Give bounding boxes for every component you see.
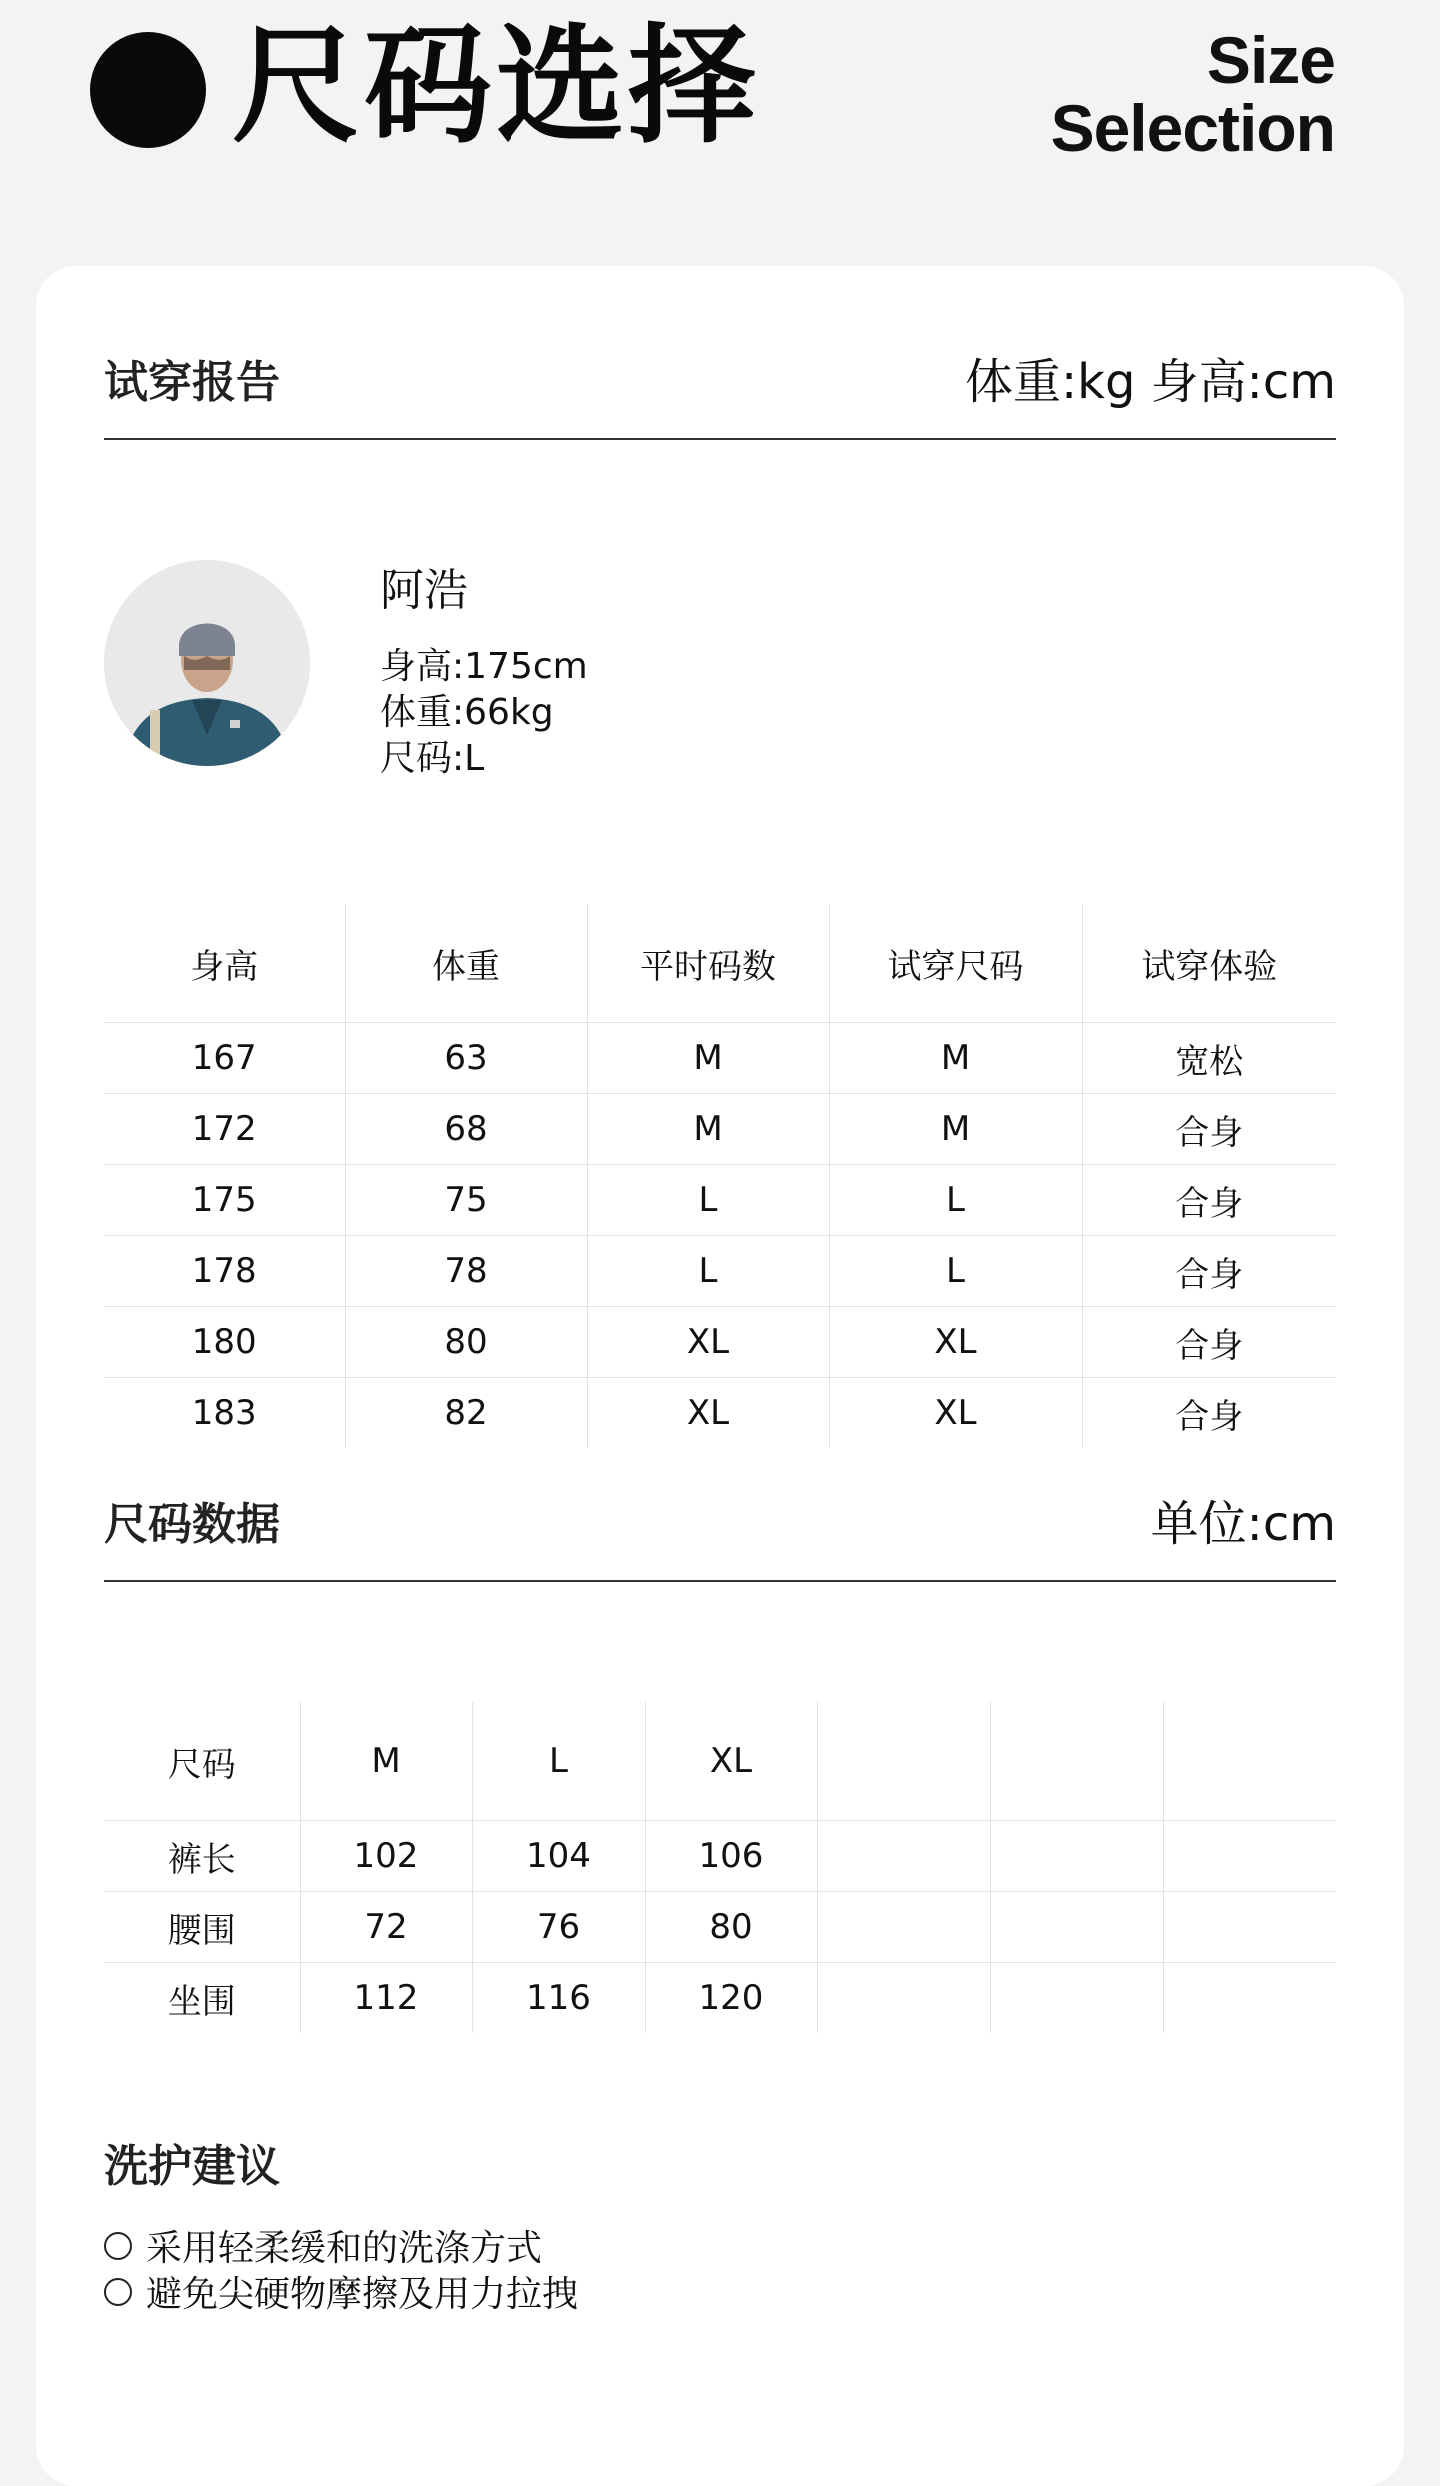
model-height: 身高:175cm [380,646,588,687]
table-row [104,1165,1336,1236]
size-data-title: 尺码数据 [104,1499,280,1550]
size-data-header [104,1496,1336,1582]
cell-height: 172 [104,1094,345,1165]
black-dot-icon [90,32,206,148]
table-row [104,1236,1336,1307]
cell-weight: 78 [345,1236,587,1307]
col-header-tried-size: 试穿尺码 [829,904,1082,1023]
cell-tried-size: L [829,1165,1082,1236]
size-data-table [104,1702,1336,2033]
col-header-m: M [300,1702,472,1821]
table-header-row [104,1702,1336,1821]
table-header-row [104,904,1336,1023]
cell-usual-size: L [587,1236,829,1307]
care-item-text: 采用轻柔缓和的洗涤方式 [146,2228,543,2269]
cell-height: 175 [104,1165,345,1236]
cell-fit-feel: 合身 [1082,1165,1336,1236]
cell-empty [817,1892,990,1963]
cell-empty [817,1821,990,1892]
cell-m: 72 [300,1892,472,1963]
cell-weight: 75 [345,1165,587,1236]
col-header-height: 身高 [190,946,259,987]
cell-weight: 63 [345,1023,587,1094]
cell-empty [1163,1892,1336,1963]
page-title-cn: 尺码选择 [232,12,761,161]
cell-empty [990,1821,1163,1892]
table-row [104,1378,1336,1449]
cell-height: 178 [104,1236,345,1307]
cell-tried-size: XL [829,1378,1082,1449]
fit-report-header [104,354,1336,440]
cell-height: 167 [104,1023,345,1094]
col-header-weight: 体重 [345,904,587,1023]
col-header-l: L [472,1702,645,1821]
table-row [104,1023,1336,1094]
cell-fit-feel: 合身 [1082,1307,1336,1378]
cell-m: 112 [300,1963,472,2034]
care-item-text: 避免尖硬物摩擦及用力拉拽 [146,2274,579,2315]
cell-xl: 106 [645,1821,817,1892]
title-en-line2: Selection [1050,91,1335,165]
size-data-unit: 单位:cm [1150,1496,1336,1552]
model-name: 阿浩 [380,565,468,616]
care-title: 洗护建议 [104,2141,280,2192]
cell-weight: 82 [345,1378,587,1449]
model-weight: 体重:66kg [380,692,554,733]
fit-report-table [104,904,1336,1448]
cell-tried-size: M [829,1094,1082,1165]
col-header-fit-feel: 试穿体验 [1082,904,1336,1023]
table-row [104,1963,1336,2034]
page-title-en [1050,23,1335,165]
cell-height: 180 [104,1307,345,1378]
fit-report-units: 体重:kg 身高:cm [964,354,1336,410]
model-photo-icon [104,560,310,766]
circle-bullet-icon [104,2232,132,2260]
cell-l: 116 [472,1963,645,2034]
cell-xl: 120 [645,1963,817,2034]
col-header-xl: XL [645,1702,817,1821]
page-header [0,0,1440,240]
cell-usual-size: L [587,1165,829,1236]
cell-fit-feel: 合身 [1082,1378,1336,1449]
cell-l: 104 [472,1821,645,1892]
cell-fit-feel: 合身 [1082,1236,1336,1307]
cell-tried-size: M [829,1023,1082,1094]
care-item [104,2266,578,2317]
model-avatar [104,560,310,766]
cell-height: 183 [104,1378,345,1449]
cell-measure: 坐围 [104,1963,300,2034]
cell-usual-size: M [587,1023,829,1094]
table-row [104,1892,1336,1963]
col-header-size: 尺码 [167,1744,236,1785]
cell-xl: 80 [645,1892,817,1963]
cell-measure: 裤长 [104,1821,300,1892]
cell-l: 76 [472,1892,645,1963]
cell-tried-size: XL [829,1307,1082,1378]
col-header-usual-size: 平时码数 [587,904,829,1023]
cell-fit-feel: 宽松 [1082,1023,1336,1094]
cell-empty [1163,1821,1336,1892]
cell-usual-size: M [587,1094,829,1165]
col-header-empty [990,1702,1163,1821]
cell-empty [990,1963,1163,2034]
table-row [104,1307,1336,1378]
cell-m: 102 [300,1821,472,1892]
circle-bullet-icon [104,2278,132,2306]
cell-measure: 腰围 [104,1892,300,1963]
cell-empty [1163,1963,1336,2034]
cell-fit-feel: 合身 [1082,1094,1336,1165]
cell-usual-size: XL [587,1307,829,1378]
col-header-empty [1163,1702,1336,1821]
model-size: 尺码:L [380,738,485,779]
table-row [104,1821,1336,1892]
col-header-empty [817,1702,990,1821]
cell-empty [990,1892,1163,1963]
table-row [104,1094,1336,1165]
care-item [104,2220,542,2271]
fit-report-title: 试穿报告 [104,357,280,408]
title-en-line1: Size [1206,23,1335,97]
cell-empty [817,1963,990,2034]
cell-weight: 68 [345,1094,587,1165]
cell-tried-size: L [829,1236,1082,1307]
cell-weight: 80 [345,1307,587,1378]
cell-usual-size: XL [587,1378,829,1449]
